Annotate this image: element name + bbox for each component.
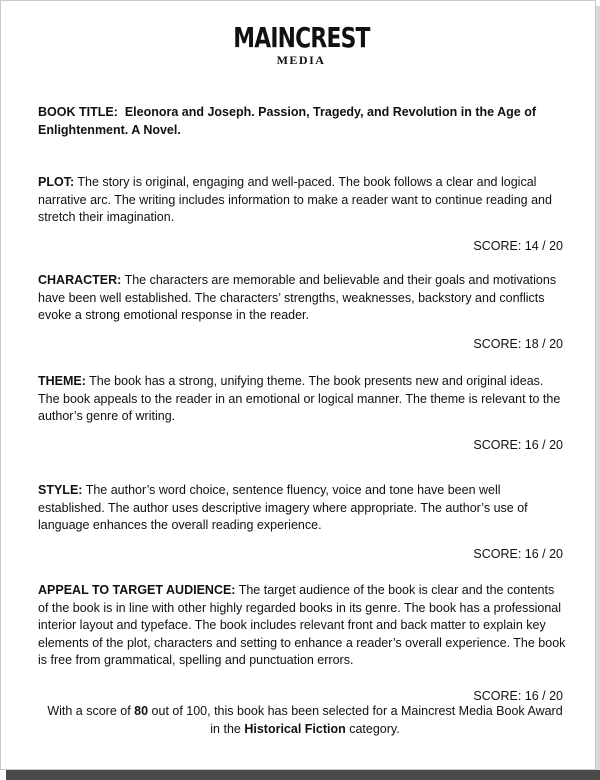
book-title xyxy=(38,104,566,139)
section-character xyxy=(38,272,566,353)
section-theme xyxy=(38,373,566,454)
page-shadow xyxy=(596,6,600,776)
section-text: The target audience of the book is clear and the contents of the book is in line with other highly regarded books in its genre. The book has a professional interior layout and typeface. The book includes relevant front and back matter to explain key elements of the plot, characters and setting to enhance a reader’s overall experience. The book is free from grammatical, spelling and punctuation errors. xyxy=(38,583,566,667)
footer-text: category. xyxy=(345,721,400,736)
section-label: PLOT: xyxy=(38,175,75,189)
section-style xyxy=(38,482,566,563)
section-score: SCORE: 16 / 20 xyxy=(473,437,563,452)
section-plot xyxy=(38,174,566,255)
book-title-text: Eleonora and Joseph. Passion, Tragedy, and Revolution in the Age of Enlightenment. A Novel. xyxy=(38,105,536,137)
maincrest-media-logo xyxy=(1,23,600,67)
award-category: Historical Fiction xyxy=(244,721,346,736)
page-shadow xyxy=(6,770,600,780)
section-text: The story is original, engaging and well-paced. The book follows a clear and logical narrative arc. The writing includes information to make a reader want to continue reading and stretch their imagination. xyxy=(38,175,552,224)
book-title-label: BOOK TITLE: xyxy=(38,105,118,119)
logo-subtitle: MEDIA xyxy=(276,53,326,67)
section-score: SCORE: 14 / 20 xyxy=(473,238,563,253)
section-text: The characters are memorable and believable and their goals and motivations have been well established. The characters’ strengths, weaknesses, backstory and conflicts evoke a strong emotional response in the reader. xyxy=(38,273,557,322)
section-label: APPEAL TO TARGET AUDIENCE: xyxy=(38,583,236,597)
award-statement xyxy=(41,703,569,738)
section-score: SCORE: 18 / 20 xyxy=(473,336,563,351)
footer-text: With a score of xyxy=(47,704,135,718)
section-label: THEME: xyxy=(38,374,86,388)
footer-text: out of 100, this book has been selected for a Maincrest Media Book Award in the xyxy=(148,704,563,736)
section-label: CHARACTER: xyxy=(38,273,122,287)
evaluation-body xyxy=(38,104,566,705)
section-text: The author’s word choice, sentence fluency, voice and tone have been well established. The author uses descriptive imagery where appropriate. The author’s use of language enhances the overall reading experience. xyxy=(38,483,528,532)
section-label: STYLE: xyxy=(38,483,83,497)
section-appeal xyxy=(38,582,566,705)
logo-wordmark: MAINCREST xyxy=(232,21,370,54)
section-text: The book has a strong, unifying theme. The book presents new and original ideas. The book appeals to the reader in an emotional or logical manner. The theme is relevant to the author’s genre of writing. xyxy=(38,374,561,423)
section-score: SCORE: 16 / 20 xyxy=(473,546,563,561)
total-score: 80 xyxy=(134,704,149,718)
section-score: SCORE: 16 / 20 xyxy=(473,688,563,703)
